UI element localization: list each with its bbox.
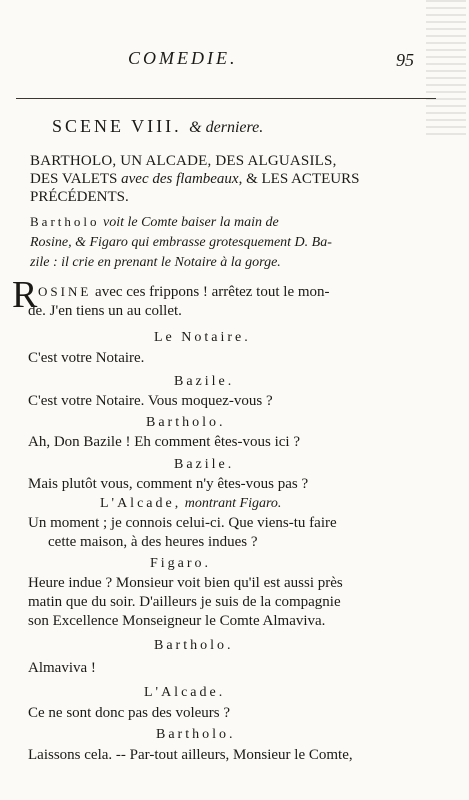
dialogue-line: Mais plutôt vous, comment n'y êtes-vous pas ? xyxy=(28,476,309,492)
stage-name: Bartholo xyxy=(30,214,100,229)
cast-line-2-a: DES VALETS xyxy=(30,171,122,187)
stage-line-2: Rosine, & Figaro qui embrasse grotesquement D. Ba- xyxy=(30,235,332,250)
speaker-bartholo: Bartholo. xyxy=(146,415,226,430)
first-speaker: OSINE xyxy=(38,284,92,299)
first-line xyxy=(38,284,330,301)
scene-title-italic: & derniere. xyxy=(189,119,264,136)
header-rule xyxy=(16,98,436,99)
first-line-text: avec ces frippons ! arrêtez tout le mon- xyxy=(91,284,330,300)
page-number: 95 xyxy=(396,50,414,70)
dialogue-line: Ce ne sont donc pas des voleurs ? xyxy=(28,705,231,721)
dialogue-line: Ah, Don Bazile ! Eh comment êtes-vous ici ? xyxy=(28,434,301,450)
cast-line-2-italic: avec des flambeaux xyxy=(121,171,239,187)
stage-line-1 xyxy=(30,212,430,233)
dialogue-line: Heure indue ? Monsieur voit bien qu'il est aussi près xyxy=(28,575,343,591)
stage-direction xyxy=(30,212,430,273)
stage-line-3: zile : il crie en prenant le Notaire à la gorge. xyxy=(30,255,281,270)
scene-title xyxy=(52,116,372,137)
speaker-bazile: Bazile. xyxy=(174,457,235,472)
dialogue-line: Almaviva ! xyxy=(28,660,96,676)
speaker-alcade-direction: montrant Figaro. xyxy=(181,496,282,511)
first-line-cont: de. J'en tiens un au collet. xyxy=(28,303,182,319)
cast-line-3: PRÉCÉDENTS. xyxy=(30,189,129,205)
speaker-bartholo: Bartholo. xyxy=(156,727,236,742)
speaker-alcade: L'Alcade. xyxy=(144,685,226,700)
dialogue-line: matin que du soir. D'ailleurs je suis de la compagnie xyxy=(28,594,341,610)
cast-line-2 xyxy=(30,170,430,188)
dialogue-line: Laissons cela. -- Par-tout ailleurs, Monsieur le Comte, xyxy=(28,747,353,763)
page-header xyxy=(0,48,469,72)
cast-line-2-b: , & LES ACTEURS xyxy=(238,171,360,187)
drop-cap: R xyxy=(12,274,38,316)
cast-list xyxy=(30,152,430,206)
speaker-bartholo: Bartholo. xyxy=(154,638,234,653)
speaker-alcade-name: L'Alcade, xyxy=(100,496,182,511)
speaker-figaro: Figaro. xyxy=(150,556,212,571)
dialogue-line: cette maison, à des heures indues ? xyxy=(48,534,258,550)
running-title: COMEDIE. xyxy=(128,48,238,68)
dialogue-line: son Excellence Monseigneur le Comte Almaviva. xyxy=(28,613,326,629)
dialogue-line: Un moment ; je connois celui-ci. Que viens-tu faire xyxy=(28,515,337,531)
scene-title-main: SCENE VIII. xyxy=(52,116,182,136)
dialogue-line: C'est votre Notaire. Vous moquez-vous ? xyxy=(28,393,273,409)
speaker-notaire: Le Notaire. xyxy=(154,330,251,345)
dialogue-line: C'est votre Notaire. xyxy=(28,350,145,366)
cast-line-1: BARTHOLO, UN ALCADE, DES ALGUASILS, xyxy=(30,153,337,169)
speaker-bazile: Bazile. xyxy=(174,374,235,389)
stage-line-1-text: voit le Comte baiser la main de xyxy=(99,215,279,230)
speaker-alcade xyxy=(100,496,281,512)
